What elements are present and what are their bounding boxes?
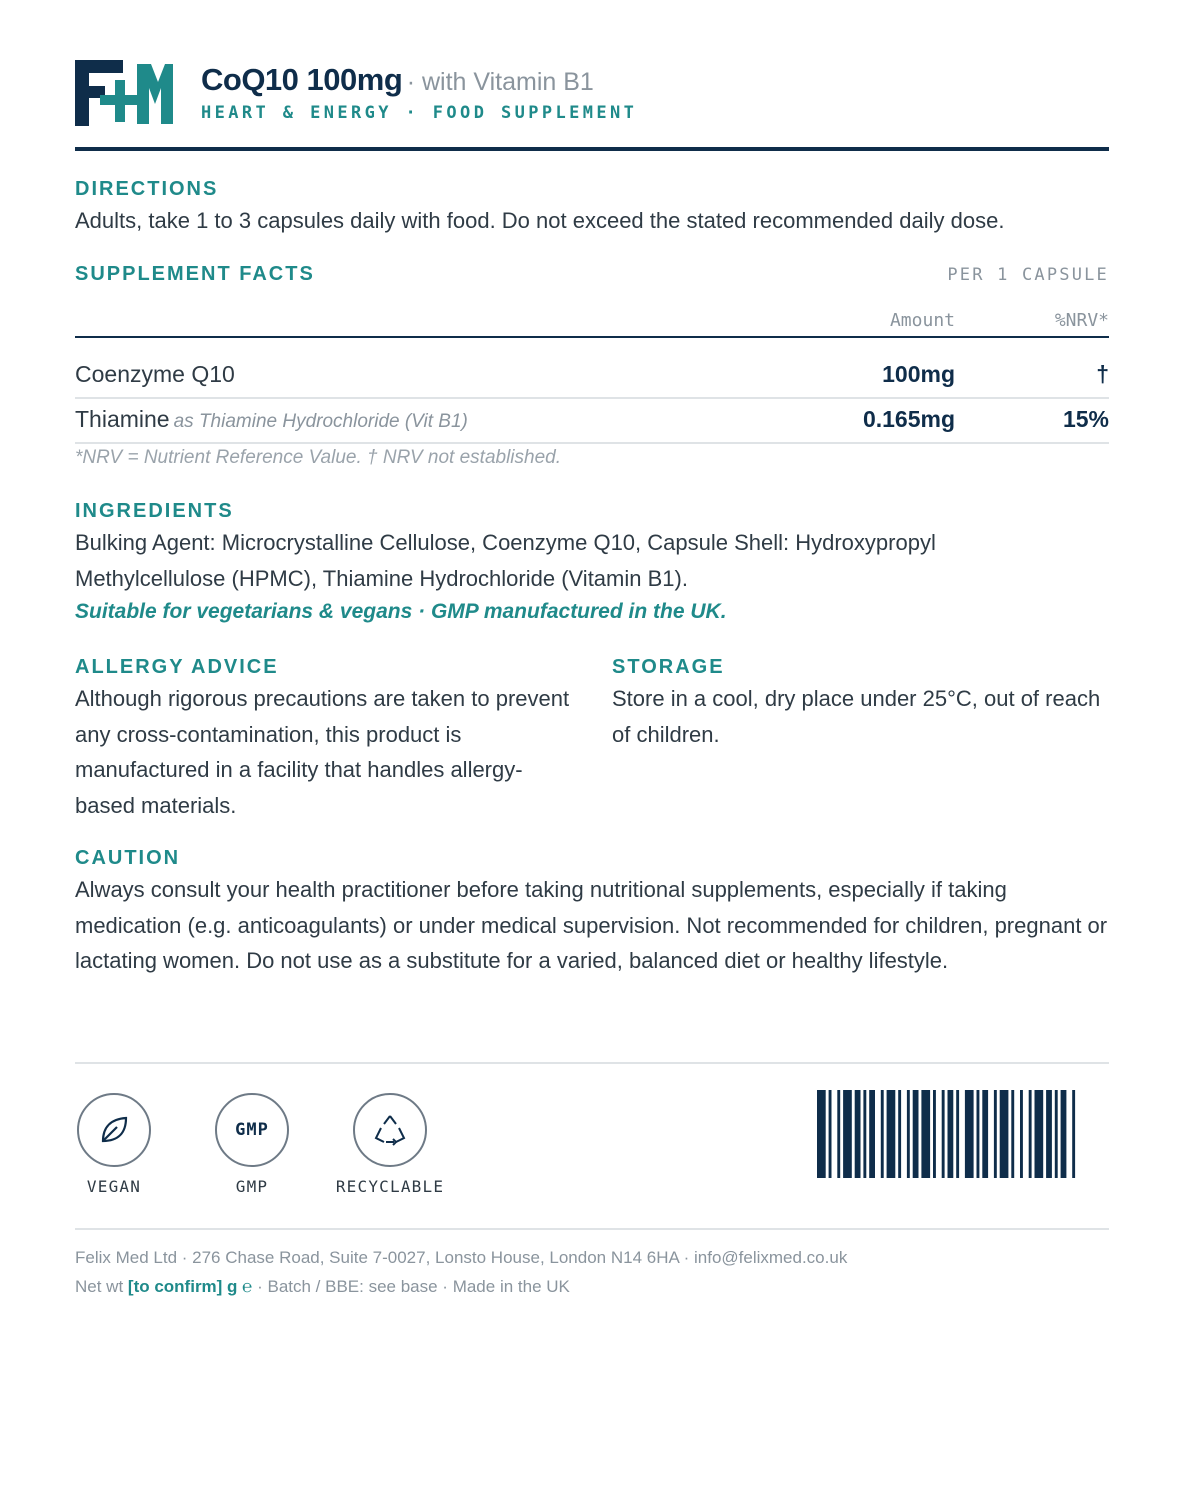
barcode-bar <box>982 1090 988 1178</box>
barcode-bar <box>977 1090 980 1178</box>
nrv-column-header: %NRV* <box>1054 310 1109 331</box>
directions-text: Adults, take 1 to 3 capsules daily with food. Do not exceed the stated recommended daily dose. <box>75 208 1005 233</box>
barcode-bar <box>1029 1090 1032 1178</box>
facts-row-divider <box>75 397 1109 399</box>
caution-heading: CAUTION <box>75 847 181 869</box>
barcode-bar <box>921 1090 930 1178</box>
barcode-bar <box>1072 1090 1075 1178</box>
facts-row-source: as Thiamine Hydrochloride (Vit B1) <box>173 411 468 432</box>
barcode-bar <box>863 1090 866 1178</box>
recyclable-badge-label: RECYCLABLE <box>335 1177 445 1196</box>
gmp-icon: GMP <box>215 1093 289 1167</box>
leaf-icon <box>77 1093 151 1167</box>
barcode-bar <box>1046 1090 1052 1178</box>
facts-row-nrv: 15% <box>1062 406 1109 432</box>
net-weight-line: Net wt [to confirm] g ℮ · Batch / BBE: see base · Made in the UK <box>75 1277 570 1296</box>
barcode-bar <box>956 1090 959 1178</box>
facts-row-amount: 100mg <box>882 361 955 387</box>
barcode-bar <box>965 1090 974 1178</box>
barcode-bar <box>907 1090 910 1178</box>
facts-row-name: Coenzyme Q10 <box>75 361 235 387</box>
facts-header-rule <box>75 336 1109 338</box>
barcode-bar <box>898 1090 901 1178</box>
amount-column-header: Amount <box>889 310 955 331</box>
barcode-bar <box>843 1090 852 1178</box>
storage-heading: STORAGE <box>612 656 725 678</box>
company-address: Felix Med Ltd · 276 Chase Road, Suite 7-0027, Lonsto House, London N14 6HA · info@felixmed.co.uk <box>75 1248 848 1267</box>
barcode-bar <box>933 1090 936 1178</box>
gmp-badge-label: GMP <box>235 1177 269 1196</box>
barcode-bar <box>887 1090 896 1178</box>
net-weight-value: [to confirm] g ℮ <box>127 1277 253 1296</box>
header-divider <box>75 147 1109 151</box>
barcode-bar <box>913 1090 919 1178</box>
allergy-heading: ALLERGY ADVICE <box>75 656 279 678</box>
product-subtitle: · with Vitamin B1 <box>406 68 594 96</box>
vegan-badge-label: VEGAN <box>86 1177 142 1196</box>
barcode-bar <box>829 1090 832 1178</box>
supplement-facts-heading: SUPPLEMENT FACTS <box>75 263 315 285</box>
barcode <box>817 1090 1107 1178</box>
barcode-bar <box>881 1090 884 1178</box>
storage-text: Store in a cool, dry place under 25°C, out of reach of children. <box>612 686 1101 747</box>
footer-top-rule <box>75 1228 1109 1230</box>
barcode-bar <box>1055 1090 1058 1178</box>
vegan-gmp-note: Suitable for vegetarians & vegans · GMP manufactured in the UK. <box>75 600 727 623</box>
facts-row-amount: 0.165mg <box>862 406 955 432</box>
brand-logo <box>75 60 175 126</box>
badges-top-rule <box>75 1062 1109 1064</box>
ingredients-heading: INGREDIENTS <box>75 500 234 522</box>
barcode-bar <box>855 1090 861 1178</box>
allergy-text: Although rigorous precautions are taken to prevent any cross-contamination, this product is manufactured in a facility that handles allergy-based materials. <box>75 686 570 818</box>
barcode-bar <box>817 1090 826 1178</box>
barcode-bar <box>942 1090 945 1178</box>
per-capsule-label: PER 1 CAPSULE <box>947 265 1109 285</box>
barcode-bar <box>1011 1090 1014 1178</box>
barcode-bar <box>1020 1090 1023 1178</box>
nrv-footnote: *NRV = Nutrient Reference Value. † NRV not established. <box>75 447 562 468</box>
product-title <box>201 62 594 98</box>
ingredients-text: Bulking Agent: Microcrystalline Cellulose, Coenzyme Q10, Capsule Shell: Hydroxypropyl Methylcellulose (HPMC), Thiamine Hydrochloride (Vitamin B1). <box>75 530 936 591</box>
barcode-bar <box>837 1090 840 1178</box>
product-tagline: HEART & ENERGY · FOOD SUPPLEMENT <box>201 103 638 123</box>
caution-text: Always consult your health practitioner before taking nutritional supplements, especially if taking medication (e.g. anticoagulants) or under medical supervision. Not recommended for children, pregnant or lactating women. Do not use as a substitute for a varied, balanced diet or healthy lifestyle. <box>75 877 1108 973</box>
facts-row-name: Thiamine as Thiamine Hydrochloride (Vit B1) <box>75 406 468 432</box>
directions-heading: DIRECTIONS <box>75 178 219 200</box>
barcode-bar <box>948 1090 954 1178</box>
barcode-bar <box>869 1090 875 1178</box>
product-name: CoQ10 100mg <box>201 62 403 97</box>
barcode-bar <box>1000 1090 1009 1178</box>
barcode-bar <box>1061 1090 1067 1178</box>
recycle-icon <box>353 1093 427 1167</box>
barcode-bar <box>994 1090 997 1178</box>
facts-row-divider <box>75 442 1109 444</box>
facts-row-nrv: † <box>1096 361 1109 387</box>
barcode-bar <box>1035 1090 1044 1178</box>
